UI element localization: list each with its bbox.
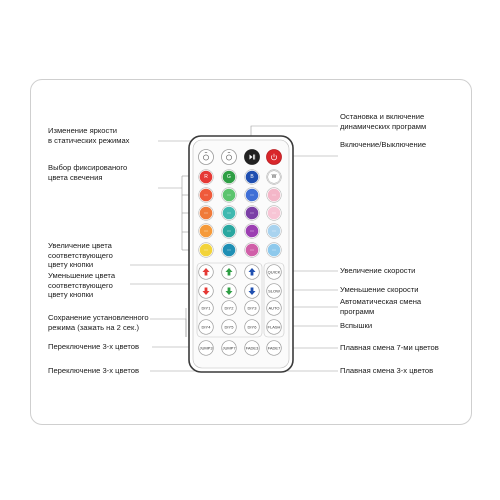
color-button[interactable] <box>199 188 214 203</box>
label-auto-change: Автоматическая смена программ <box>340 297 422 316</box>
color-button[interactable] <box>199 206 214 221</box>
color-button[interactable] <box>245 170 260 185</box>
color-down-button[interactable] <box>199 284 214 299</box>
color-down-button[interactable] <box>245 284 260 299</box>
diy-button-label: DIY1 <box>201 305 211 311</box>
diy-button[interactable] <box>199 320 214 335</box>
label-fade7: Плавная смена 7-ми цветов <box>340 343 439 352</box>
flash-button[interactable] <box>267 320 282 335</box>
color-button[interactable] <box>199 170 214 185</box>
jump3-button[interactable] <box>199 341 214 356</box>
label-decrease-color: Уменьшение цвета соответствующего цвету кнопки <box>48 271 116 299</box>
diy-button[interactable] <box>245 301 260 316</box>
quick-button[interactable] <box>267 265 282 280</box>
color-button[interactable] <box>199 224 214 239</box>
label-fade3: Плавная смена 3-х цветов <box>340 366 434 375</box>
color-down-button[interactable] <box>222 284 237 299</box>
color-button[interactable] <box>245 206 260 221</box>
color-button[interactable] <box>267 170 282 185</box>
diy-button[interactable] <box>222 301 237 316</box>
color-button[interactable] <box>245 224 260 239</box>
color-button[interactable] <box>222 206 237 221</box>
diy-button[interactable] <box>199 301 214 316</box>
diy-button-label: DIY5 <box>224 324 234 330</box>
color-up-button[interactable] <box>222 265 237 280</box>
brightness-up-button[interactable] <box>222 150 237 165</box>
color-button[interactable] <box>245 243 260 258</box>
auto-button-label: AUTO <box>268 305 280 311</box>
label-flash: Вспышки <box>340 321 373 330</box>
color-button[interactable] <box>267 224 282 239</box>
label-jump3-top: Переключение 3-х цветов <box>48 342 140 351</box>
jump7-button-label: JUMP7 <box>222 345 236 351</box>
diy-button-label: DIY6 <box>247 324 257 330</box>
color-button[interactable] <box>222 188 237 203</box>
auto-button[interactable] <box>267 301 282 316</box>
color-button[interactable] <box>267 206 282 221</box>
label-speed-up: Увеличение скорости <box>340 266 416 275</box>
color-button-label: R <box>204 174 208 180</box>
color-button[interactable] <box>199 243 214 258</box>
play-pause-button[interactable] <box>245 150 260 165</box>
diy-button[interactable] <box>222 320 237 335</box>
label-save-mode: Сохранение установленного режима (зажать на 2 сек.) <box>48 313 149 332</box>
jump3-button-label: JUMP3 <box>199 345 213 351</box>
color-button[interactable] <box>222 224 237 239</box>
color-button[interactable] <box>267 243 282 258</box>
color-up-button[interactable] <box>199 265 214 280</box>
label-brightness: Изменение яркости в статических режимах <box>48 126 130 145</box>
brightness-down-button[interactable] <box>199 150 214 165</box>
fade3-button[interactable] <box>245 341 260 356</box>
diy-button[interactable] <box>245 320 260 335</box>
label-power: Включение/Выключение <box>340 140 427 149</box>
flash-button-label: FLASH <box>267 324 281 330</box>
color-button[interactable] <box>245 188 260 203</box>
fade3-button-label: FADE3 <box>245 345 259 351</box>
color-button[interactable] <box>222 170 237 185</box>
color-up-button[interactable] <box>245 265 260 280</box>
label-increase-color: Увеличение цвета соответствующего цвету кнопки <box>48 241 113 269</box>
label-jump3-bottom: Переключение 3-х цветов <box>48 366 140 375</box>
color-button-label: W <box>271 174 277 180</box>
color-button-label: B <box>250 174 254 180</box>
slow-button-label: SLOW <box>268 288 280 294</box>
fade7-button[interactable] <box>267 341 282 356</box>
diy-button-label: DIY2 <box>224 305 234 311</box>
diy-button-label: DIY3 <box>247 305 257 311</box>
label-stop-start: Остановка и включение динамических программ <box>340 112 427 131</box>
label-speed-down: Уменьшение скорости <box>340 285 419 294</box>
color-button-label: G <box>227 174 231 180</box>
color-button[interactable] <box>267 188 282 203</box>
diy-button-label: DIY4 <box>201 324 211 330</box>
fade7-button-label: FADE7 <box>267 345 281 351</box>
quick-button-label: QUICK <box>267 269 281 275</box>
slow-button[interactable] <box>267 284 282 299</box>
power-button[interactable] <box>267 150 282 165</box>
label-fixed-color: Выбор фиксированого цвета свечения <box>48 163 128 182</box>
jump7-button[interactable] <box>222 341 237 356</box>
color-button[interactable] <box>222 243 237 258</box>
